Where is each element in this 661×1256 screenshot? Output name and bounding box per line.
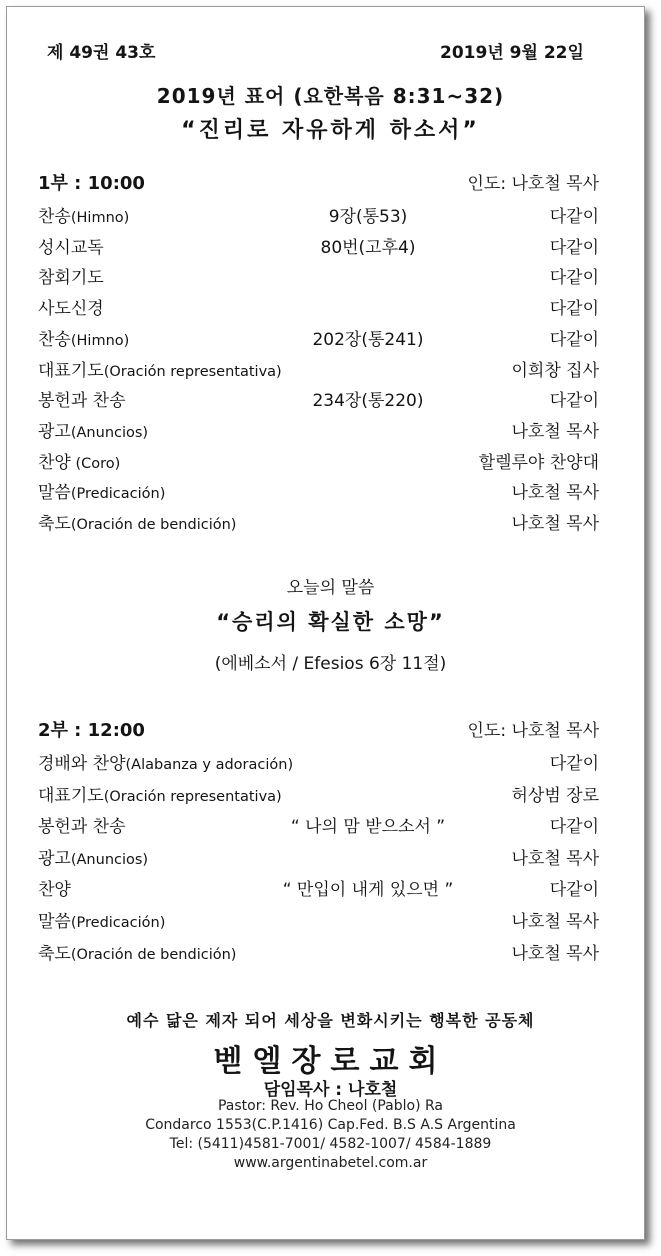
worship-item: [38, 781, 282, 806]
worship-item-leader: 다같이: [549, 817, 599, 838]
worship-item: [38, 939, 236, 964]
worship-item-detail: 80번(고후4): [320, 237, 416, 258]
worship-item-translation: (Himno): [70, 210, 130, 226]
worship-item: [38, 325, 129, 350]
worship-item-leader: 다같이: [549, 268, 599, 289]
order-of-worship-row: [38, 356, 599, 380]
church-website[interactable]: www.argentinabetel.com.ar: [233, 1155, 428, 1171]
worship-item-translation: (Coro): [70, 455, 121, 472]
worship-item-name: 말씀: [38, 483, 71, 504]
worship-item-name: 찬양: [38, 452, 71, 473]
worship-item-name: 성시교독: [38, 237, 104, 258]
year-theme-motto: “진리로 자유하게 하소서”: [181, 118, 480, 143]
pastor-name-es: Pastor: Rev. Ho Cheol (Pablo) Ra: [217, 1098, 444, 1114]
worship-item-detail: “ 만입이 내게 있으면 ”: [282, 880, 454, 901]
worship-item: [38, 478, 165, 503]
worship-item-translation: (Himno): [70, 332, 130, 349]
worship-item-name: 축도: [38, 514, 71, 534]
worship-item-translation: (Oración de bendición): [70, 946, 237, 963]
worship-item-detail: 9장(통53): [328, 207, 408, 227]
worship-item-translation: (Predicación): [70, 915, 166, 931]
order-of-worship-row: [38, 509, 599, 533]
service-time: 2부 : 12:00: [38, 720, 145, 741]
worship-item-name: 참회기도: [38, 268, 104, 289]
worship-item-leader: 나호철 목사: [511, 912, 599, 932]
order-of-worship-row: [38, 749, 599, 773]
church-address: Condarco 1553(C.P.1416) Cap.Fed. B.S A.S Argentina: [145, 1117, 516, 1133]
church-name: 벧엘장로교회: [213, 1044, 448, 1079]
year-theme: 2019년 표어 (요한복음 8:31~32): [156, 84, 505, 108]
order-of-worship-row: [38, 478, 599, 502]
worship-item-leader: 할렐루야 찬양대: [478, 452, 599, 473]
worship-item-translation: (Anuncios): [70, 851, 149, 868]
worship-item-translation: (Oración representativa): [103, 363, 282, 380]
worship-item-leader: 나호철 목사: [511, 421, 599, 442]
worship-item: [38, 448, 120, 473]
worship-item-name: 축도: [38, 943, 71, 964]
worship-item-translation: (Anuncios): [70, 424, 149, 441]
worship-item: [38, 233, 104, 258]
worship-item-name: 광고: [38, 421, 71, 442]
worship-item-name: 찬송: [38, 207, 71, 227]
sermon-label: 오늘의 말씀: [286, 578, 375, 598]
worship-item-translation: (Oración representativa): [103, 788, 282, 805]
service-leader: 인도: 나호철 목사: [467, 174, 599, 194]
worship-item-name: 찬송: [38, 329, 71, 350]
worship-item: [38, 386, 126, 411]
service2-header: [38, 716, 599, 740]
worship-item-name: 봉헌과 찬송: [38, 391, 126, 412]
worship-item-name: 봉헌과 찬송: [38, 817, 126, 838]
order-of-worship-row: [38, 875, 599, 899]
worship-item-leader: 허상범 장로: [511, 785, 599, 806]
order-of-worship-row: [38, 844, 599, 868]
worship-item: [38, 263, 104, 288]
worship-item-leader: 나호철 목사: [511, 483, 599, 504]
worship-item-translation: (Alabanza y adoración): [125, 757, 294, 773]
worship-item-leader: 나호철 목사: [511, 848, 599, 869]
order-of-worship-row: [38, 263, 599, 287]
worship-item: [38, 844, 148, 869]
worship-item-detail: 202장(통241): [312, 329, 424, 350]
worship-item: [38, 294, 104, 319]
order-of-worship-row: [38, 907, 599, 931]
order-of-worship-row: [38, 325, 599, 349]
worship-item: [38, 907, 165, 932]
worship-item-leader: 다같이: [549, 207, 599, 227]
senior-pastor: 담임목사 : 나호철: [263, 1080, 398, 1100]
service-leader: 인도: 나호철 목사: [467, 721, 599, 741]
worship-item-leader: 다같이: [549, 880, 599, 901]
worship-item-name: 대표기도: [38, 785, 104, 806]
order-of-worship-row: [38, 202, 599, 226]
worship-item-leader: 다같이: [549, 391, 599, 412]
worship-item-name: 사도신경: [38, 299, 104, 320]
worship-item-translation: (Predicación): [70, 486, 166, 503]
order-of-worship-row: [38, 939, 599, 963]
worship-item-name: 경배와 찬양: [38, 754, 126, 774]
worship-item-leader: 다같이: [549, 754, 599, 774]
service-time: 1부 : 10:00: [38, 173, 145, 194]
order-of-worship-row: [38, 233, 599, 257]
worship-item-leader: 다같이: [549, 329, 599, 350]
worship-item-leader: 다같이: [549, 299, 599, 320]
worship-item: [38, 749, 293, 774]
church-motto: 예수 닮은 제자 되어 세상을 변화시키는 행복한 공동체: [126, 1011, 535, 1030]
volume-number: 제 49권 43호: [47, 43, 156, 63]
order-of-worship-row: [38, 386, 599, 410]
service1-header: [38, 169, 599, 193]
worship-item: [38, 875, 71, 900]
worship-item-name: 말씀: [38, 912, 71, 932]
worship-item-name: 찬양: [38, 880, 71, 901]
worship-item-detail: “ 나의 맘 받으소서 ”: [290, 817, 446, 838]
sermon-reference: (에베소서 / Efesios 6장 11절): [214, 654, 447, 674]
worship-item-detail: 234장(통220): [312, 391, 424, 412]
worship-item-name: 광고: [38, 848, 71, 869]
worship-item-translation: (Oración de bendición): [70, 517, 237, 533]
worship-item: [38, 509, 236, 534]
worship-item: [38, 356, 282, 381]
worship-item-leader: 나호철 목사: [511, 943, 599, 964]
worship-item-leader: 이희창 집사: [511, 360, 599, 381]
worship-item: [38, 202, 129, 227]
order-of-worship-row: [38, 812, 599, 836]
order-of-worship-row: [38, 781, 599, 805]
order-of-worship-row: [38, 417, 599, 441]
worship-item: [38, 417, 148, 442]
worship-item-leader: 다같이: [549, 237, 599, 258]
order-of-worship-row: [38, 294, 599, 318]
church-phone: Tel: (5411)4581-7001/ 4582-1007/ 4584-1889: [169, 1136, 492, 1152]
bulletin-date: 2019년 9월 22일: [440, 43, 584, 63]
worship-item: [38, 812, 126, 837]
order-of-worship-row: [38, 448, 599, 472]
sermon-title: “승리의 확실한 소망”: [216, 610, 445, 634]
worship-item-leader: 나호철 목사: [511, 514, 599, 534]
worship-item-name: 대표기도: [38, 360, 104, 381]
